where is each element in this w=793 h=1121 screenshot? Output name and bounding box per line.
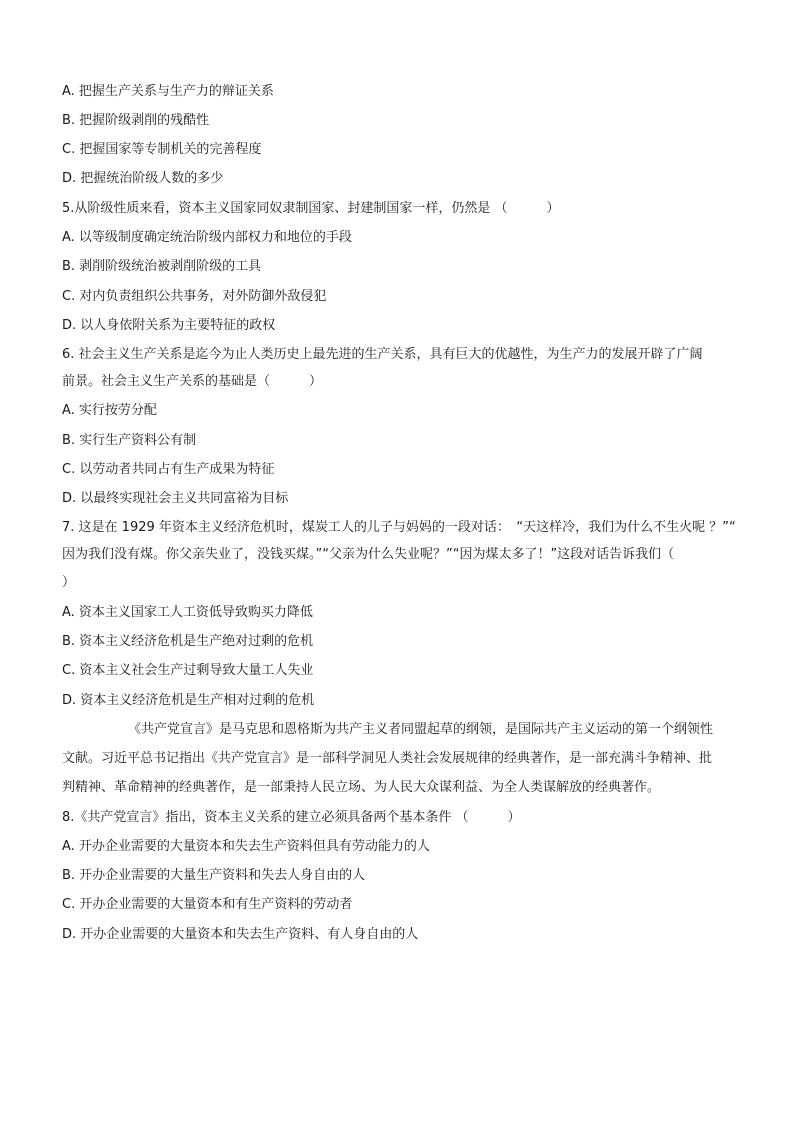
q7-stem-line2: 因为我们没有煤。你父亲失业了，没钱买煤。”“父亲为什么失业呢？”“因为煤太多了！”这段对话告诉我们（ <box>62 547 675 562</box>
q8-option-b: B. 开办企业需要的大量生产资料和失去人身自由的人 <box>62 868 366 883</box>
q6-stem-line2: 前景。社会主义生产关系的基础是（ ） <box>62 374 323 389</box>
passage-line2: 文献。习近平总书记指出《共产党宣言》是一部科学洞见人类社会发展规律的经典著作，是一部充满斗争精神、批 <box>62 751 713 766</box>
q5-option-b: B. 剥削阶级统治被剥削阶级的工具 <box>62 259 262 274</box>
q5-option-c: C. 对内负责组织公共事务，对外防御外敌侵犯 <box>62 289 327 304</box>
passage-line3: 判精神、革命精神的经典著作，是一部秉持人民立场、为人民大众谋利益、为全人类谋解放的经典著作。 <box>62 780 661 795</box>
q6-option-a: A. 实行按劳分配 <box>62 403 157 418</box>
q7-option-d: D. 资本主义经济危机是生产相对过剩的危机 <box>62 693 315 708</box>
q6-stem-line1: 6. 社会主义生产关系是迄今为止人类历史上最先进的生产关系，具有巨大的优越性，为生产力的发展开辟了广阔 <box>62 347 703 362</box>
q8-option-a: A. 开办企业需要的大量资本和失去生产资料但具有劳动能力的人 <box>62 839 430 854</box>
q6-option-d: D. 以最终实现社会主义共同富裕为目标 <box>62 491 289 506</box>
q8-stem: 8.《共产党宣言》指出，资本主义关系的建立必须具备两个基本条件 （ ） <box>62 810 521 825</box>
q8-option-c: C. 开办企业需要的大量资本和有生产资料的劳动者 <box>62 897 353 912</box>
q7-option-b: B. 资本主义经济危机是生产绝对过剩的危机 <box>62 634 314 649</box>
q4-option-d: D. 把握统治阶级人数的多少 <box>62 171 224 186</box>
q8-option-d: D. 开办企业需要的大量资本和失去生产资料、有人身自由的人 <box>62 927 419 942</box>
q4-option-a: A. 把握生产关系与生产力的辩证关系 <box>62 84 274 99</box>
q4-option-b: B. 把握阶级剥削的残酷性 <box>62 113 210 128</box>
q6-option-b: B. 实行生产资料公有制 <box>62 433 197 448</box>
q7-option-c: C. 资本主义社会生产过剩导致大量工人失业 <box>62 663 314 678</box>
q6-option-c: C. 以劳动者共同占有生产成果为特征 <box>62 462 275 477</box>
q5-option-a: A. 以等级制度确定统治阶级内部权力和地位的手段 <box>62 230 352 245</box>
q7-option-a: A. 资本主义国家工人工资低导致购买力降低 <box>62 605 313 620</box>
q7-stem-line3: ） <box>62 575 76 590</box>
q5-option-d: D. 以人身依附关系为主要特征的政权 <box>62 318 276 333</box>
q4-option-c: C. 把握国家等专制机关的完善程度 <box>62 142 262 157</box>
passage-line1: 《共产党宣言》是马克思和恩格斯为共产主义者同盟起草的纲领，是国际共产主义运动的第一个纲领性 <box>128 722 714 737</box>
q7-stem-line1: 7. 这是在 1929 年资本主义经济危机时，煤炭工人的儿子与妈妈的一段对话： “天这样冷，我们为什么不生火呢 ？”“ <box>62 520 736 535</box>
q5-stem: 5.从阶级性质来看，资本主义国家同奴隶制国家、封建制国家一样，仍然是 （ ） <box>62 201 560 216</box>
